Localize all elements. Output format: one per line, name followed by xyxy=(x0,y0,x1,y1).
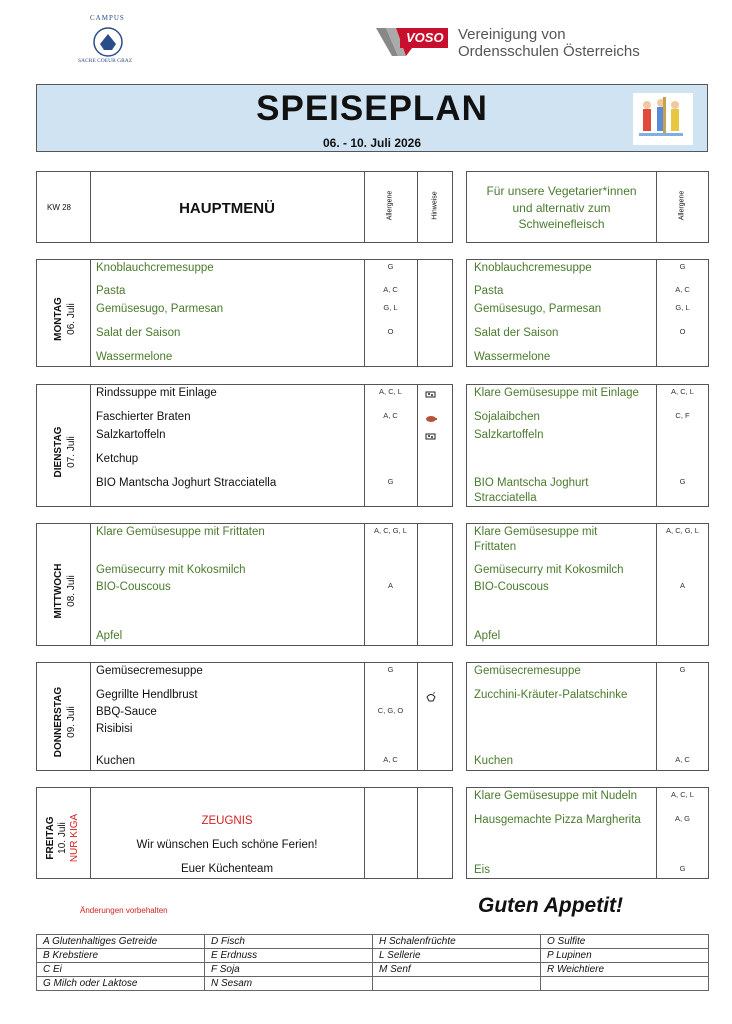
org-name-line2: Ordensschulen Österreichs xyxy=(458,43,640,60)
legend-row xyxy=(37,977,709,991)
veg-block-thursday xyxy=(466,662,709,771)
main-menu-title: HAUPTMENÜ xyxy=(179,200,275,217)
day-date: 06. Juli xyxy=(66,303,77,335)
day-label xyxy=(52,672,78,772)
day-block-thursday xyxy=(36,662,453,771)
day-note: NUR KIGA xyxy=(69,813,80,863)
legend-cell: A Glutenhaltiges Getreide xyxy=(37,935,205,949)
veg-header-line1: Für unsere Vegetarier*innen xyxy=(486,184,637,198)
allergen-codes: G, L xyxy=(675,303,690,312)
menu-item: Gemüsesugo, Parmesan xyxy=(96,303,224,315)
legend-row xyxy=(37,963,709,977)
veg-header-line3: Schweinefleisch xyxy=(518,217,605,231)
legend-cell: L Sellerie xyxy=(373,949,541,963)
allergen-codes: O xyxy=(679,327,686,336)
menu-item: Risibisi xyxy=(96,723,133,735)
menu-item: Gemüsecurry mit Kokosmilch xyxy=(96,564,246,576)
cow-icon xyxy=(425,390,437,399)
changes-note: Änderungen vorbehalten xyxy=(80,906,168,915)
allergen-col-header: Allergene xyxy=(386,190,394,221)
page-title: SPEISEPLAN xyxy=(256,89,488,128)
veg-block-wednesday xyxy=(466,523,709,646)
legend-cell: F Soja xyxy=(205,963,373,977)
legend-cell xyxy=(541,977,709,991)
veg-item: Hausgemachte Pizza Margherita xyxy=(474,814,641,826)
veg-item: Frittaten xyxy=(474,541,517,553)
org-name-line1: Vereinigung von xyxy=(458,26,566,43)
day-label xyxy=(45,788,81,888)
legend-cell: M Senf xyxy=(373,963,541,977)
menu-item: BBQ-Sauce xyxy=(96,706,157,718)
veg-block-friday xyxy=(466,787,709,879)
veg-item: Zucchini-Kräuter-Palatschinke xyxy=(474,689,628,701)
notice-line: Wir wünschen Euch schöne Ferien! xyxy=(136,839,318,851)
day-date: 10. Juli xyxy=(57,822,68,854)
cow-icon xyxy=(425,432,437,441)
veg-item: Pasta xyxy=(474,285,504,297)
veg-item: Salzkartoffeln xyxy=(474,429,544,441)
menu-item: Gegrillte Hendlbrust xyxy=(96,689,198,701)
allergen-codes: A, C xyxy=(675,285,690,294)
allergen-codes: A, C xyxy=(675,755,690,764)
veg-item: Kuchen xyxy=(474,755,514,767)
day-date: 07. Juli xyxy=(66,436,77,468)
legend-cell: O Sulfite xyxy=(541,935,709,949)
allergen-codes: A xyxy=(387,581,393,590)
allergen-codes: C, F xyxy=(675,411,690,420)
menu-item: Faschierter Braten xyxy=(96,411,191,423)
day-name: FREITAG xyxy=(45,816,56,860)
day-name: DONNERSTAG xyxy=(53,686,64,758)
legend-cell: G Milch oder Laktose xyxy=(37,977,205,991)
menu-item: Klare Gemüsesuppe mit Frittaten xyxy=(96,526,265,538)
legend-row xyxy=(37,935,709,949)
day-block-friday xyxy=(36,787,453,879)
veg-allergen-col-header: Allergene xyxy=(678,190,686,221)
day-name: MITTWOCH xyxy=(53,563,64,619)
day-name: MONTAG xyxy=(53,297,64,341)
campus-logo-text-bottom: SACRE COEUR GRAZ xyxy=(78,58,133,64)
legend-cell: B Krebstiere xyxy=(37,949,205,963)
notice-title: ZEUGNIS xyxy=(201,815,253,827)
allergen-codes: A, C, L xyxy=(671,790,694,799)
campus-logo xyxy=(78,14,138,70)
allergen-codes: A, C, G, L xyxy=(666,526,699,535)
veg-item: Gemüsesugo, Parmesan xyxy=(474,303,602,315)
veg-item: Klare Gemüsesuppe mit xyxy=(474,526,598,538)
menu-item: BIO Mantscha Joghurt Stracciatella xyxy=(96,477,277,489)
day-block-monday xyxy=(36,259,453,367)
legend-cell xyxy=(373,977,541,991)
allergen-codes: O xyxy=(387,327,394,336)
allergen-codes: A, C xyxy=(383,285,398,294)
voso-logo xyxy=(376,26,448,60)
allergen-codes: G xyxy=(679,665,686,674)
day-date: 09. Juli xyxy=(66,706,77,738)
veg-item: Gemüsecremesuppe xyxy=(474,665,581,677)
campus-logo-text-top: CAMPUS xyxy=(90,14,125,22)
veg-item: Klare Gemüsesuppe mit Einlage xyxy=(474,387,639,399)
allergen-codes: G xyxy=(679,477,686,486)
veg-block-monday xyxy=(466,259,709,367)
menu-item: Pasta xyxy=(96,285,126,297)
day-label xyxy=(52,541,78,641)
notes-col-header: Hinweise xyxy=(431,191,439,220)
allergen-codes: G xyxy=(387,262,394,271)
allergen-legend xyxy=(36,934,709,991)
allergen-codes: A, C xyxy=(383,755,398,764)
legend-cell: H Schalenfrüchte xyxy=(373,935,541,949)
menu-item: Apfel xyxy=(96,630,123,642)
allergen-codes: G, L xyxy=(383,303,398,312)
veg-item: Salat der Saison xyxy=(474,327,559,339)
date-range: 06. - 10. Juli 2026 xyxy=(322,136,422,150)
menu-item: Ketchup xyxy=(96,453,139,465)
legend-row xyxy=(37,949,709,963)
allergen-codes: G xyxy=(679,262,686,271)
pig-icon xyxy=(425,414,437,423)
day-label xyxy=(52,402,78,502)
chicken-icon xyxy=(425,691,437,703)
veg-item: Gemüsecurry mit Kokosmilch xyxy=(474,564,624,576)
allergen-codes: A, C, G, L xyxy=(374,526,407,535)
main-header-row xyxy=(36,171,453,243)
day-date: 08. Juli xyxy=(66,575,77,607)
veg-block-tuesday xyxy=(466,384,709,507)
menu-item: Wassermelone xyxy=(96,351,173,363)
allergen-codes: A, C xyxy=(383,411,398,420)
veg-header-line2: und alternativ zum xyxy=(512,201,611,215)
menu-item: Salzkartoffeln xyxy=(96,429,166,441)
legend-cell: N Sesam xyxy=(205,977,373,991)
day-block-tuesday xyxy=(36,384,453,507)
veg-item: Sojalaibchen xyxy=(474,411,540,423)
allergen-codes: A, C, L xyxy=(671,387,694,396)
kids-illustration xyxy=(633,93,693,145)
veg-item: Eis xyxy=(474,864,490,876)
menu-item: Salat der Saison xyxy=(96,327,181,339)
title-banner xyxy=(36,84,708,152)
allergen-codes: G xyxy=(679,864,686,873)
legend-cell: E Erdnuss xyxy=(205,949,373,963)
day-label xyxy=(52,269,78,369)
greeting: Guten Appetit! xyxy=(478,894,624,917)
veg-item: Stracciatella xyxy=(474,492,537,504)
veg-item: Apfel xyxy=(474,630,501,642)
legend-cell: D Fisch xyxy=(205,935,373,949)
allergen-codes: G xyxy=(387,665,394,674)
allergen-codes: A, G xyxy=(674,814,690,823)
day-name: DIENSTAG xyxy=(53,426,64,478)
allergen-codes: A xyxy=(679,581,685,590)
legend-cell: R Weichtiere xyxy=(541,963,709,977)
veg-item: Klare Gemüsesuppe mit Nudeln xyxy=(474,790,637,802)
allergen-codes: G xyxy=(387,477,394,486)
menu-item: Knoblauchcremesuppe xyxy=(96,262,214,274)
voso-logo-text: VOSO xyxy=(406,30,444,45)
day-block-wednesday xyxy=(36,523,453,646)
week-label: KW 28 xyxy=(47,203,72,212)
allergen-codes: C, G, O xyxy=(377,706,404,715)
menu-item: BIO-Couscous xyxy=(96,581,171,593)
legend-cell: P Lupinen xyxy=(541,949,709,963)
menu-item: Gemüsecremesuppe xyxy=(96,665,203,677)
notice-signature: Euer Küchenteam xyxy=(180,863,274,875)
allergen-codes: A, C, L xyxy=(379,387,402,396)
veg-item: Knoblauchcremesuppe xyxy=(474,262,592,274)
veg-header-row xyxy=(466,171,709,243)
legend-cell: C Ei xyxy=(37,963,205,977)
menu-item: Rindssuppe mit Einlage xyxy=(96,387,217,399)
veg-item: Wassermelone xyxy=(474,351,551,363)
veg-item: BIO-Couscous xyxy=(474,581,549,593)
veg-item: BIO Mantscha Joghurt xyxy=(474,477,589,489)
menu-item: Kuchen xyxy=(96,755,136,767)
